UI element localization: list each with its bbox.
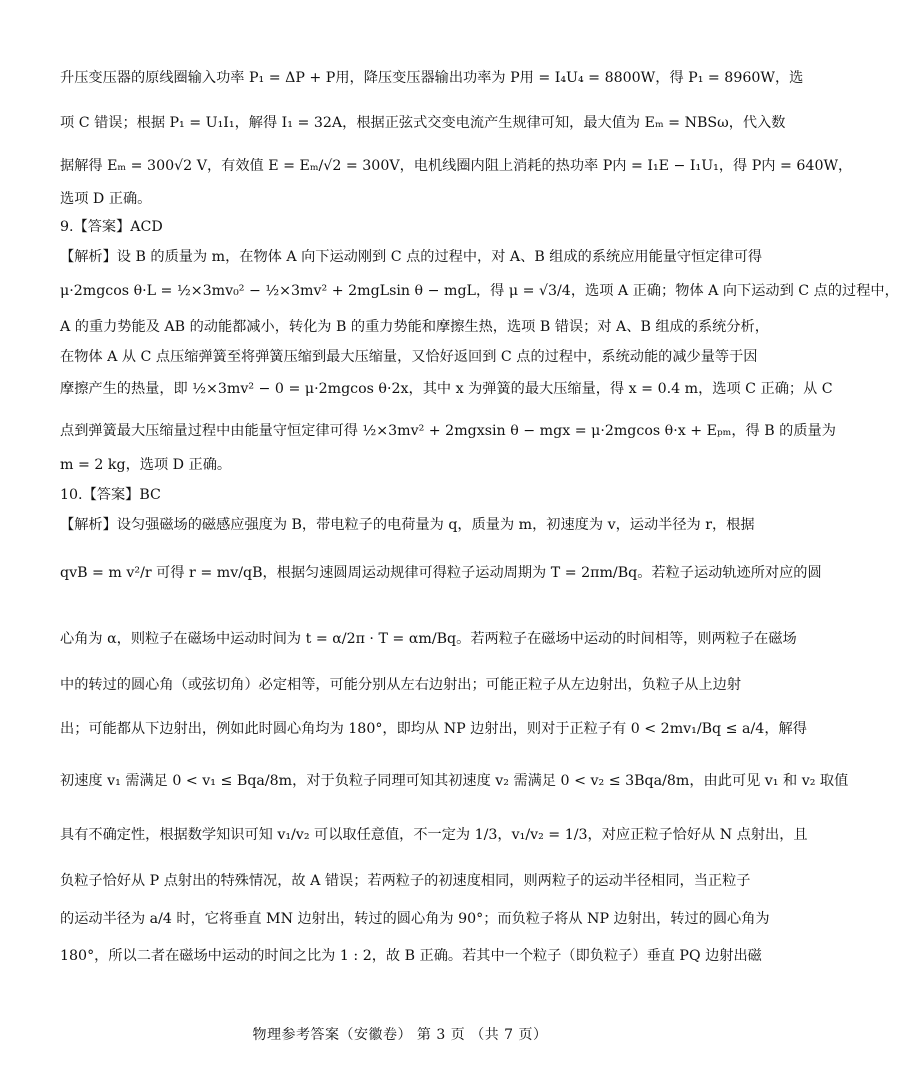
text-line: μ·2mgcos θ·L = ½×3mv₀² − ½×3mv² + 2mgLsin θ − mgL，得 μ = √3/4，选项 A 正确；物体 A 向下运动到 C 点的过程中， bbox=[60, 283, 899, 299]
text-line: 出；可能都从下边射出，例如此时圆心角均为 180°，即均从 NP 边射出，则对于正粒子有 0 < 2mv₁/Bq ≤ a/4，解得 bbox=[60, 721, 807, 737]
text-line: 【解析】设匀强磁场的磁感应强度为 B，带电粒子的电荷量为 q，质量为 m，初速度为 v，运动半径为 r，根据 bbox=[60, 517, 755, 533]
text-line: 的运动半径为 a/4 时，它将垂直 MN 边射出，转过的圆心角为 90°；而负粒子将从 NP 边射出，转过的圆心角为 bbox=[60, 911, 770, 927]
text-line: 负粒子恰好从 P 点射出的特殊情况，故 A 错误；若两粒子的初速度相同，则两粒子的运动半径相同，当正粒子 bbox=[60, 873, 751, 889]
text-line: 具有不确定性，根据数学知识可知 v₁/v₂ 可以取任意值，不一定为 1/3，v₁/v₂ = 1/3，对应正粒子恰好从 N 点射出，且 bbox=[60, 827, 808, 843]
answer-heading-10: 10.【答案】BC bbox=[60, 487, 161, 503]
answer-heading-9: 9.【答案】ACD bbox=[60, 219, 163, 235]
text-line: 心角为 α，则粒子在磁场中运动时间为 t = α/2π · T = αm/Bq。若两粒子在磁场中运动的时间相等，则两粒子在磁场 bbox=[60, 631, 797, 647]
text-line: 【解析】设 B 的质量为 m，在物体 A 向下运动刚到 C 点的过程中，对 A、B 组成的系统应用能量守恒定律可得 bbox=[60, 249, 763, 265]
text-line: 中的转过的圆心角（或弦切角）必定相等，可能分别从左右边射出；可能正粒子从左边射出，负粒子从上边射 bbox=[60, 677, 742, 693]
text-line: 在物体 A 从 C 点压缩弹簧至将弹簧压缩到最大压缩量，又恰好返回到 C 点的过程中，系统动能的减少量等于因 bbox=[60, 349, 758, 365]
text-line: 180°，所以二者在磁场中运动的时间之比为 1 : 2，故 B 正确。若其中一个粒子（即负粒子）垂直 PQ 边射出磁 bbox=[60, 948, 762, 964]
text-line: 升压变压器的原线圈输入功率 P₁ = ΔP + P用，降压变压器输出功率为 P用 = I₄U₄ = 8800W，得 P₁ = 8960W，选 bbox=[60, 70, 804, 86]
text-line: m = 2 kg，选项 D 正确。 bbox=[60, 457, 232, 473]
text-line: qvB = m v²/r 可得 r = mv/qB，根据匀速圆周运动规律可得粒子运动周期为 T = 2πm/Bq。若粒子运动轨迹所对应的圆 bbox=[60, 565, 822, 581]
text-line: 据解得 Eₘ = 300√2 V，有效值 E = Eₘ/√2 = 300V，电机线圈内阻上消耗的热功率 P内 = I₁E − I₁U₁，得 P内 = 640W， bbox=[60, 158, 853, 174]
text-line: 摩擦产生的热量，即 ½×3mv² − 0 = μ·2mgcos θ·2x，其中 x 为弹簧的最大压缩量，得 x = 0.4 m，选项 C 正确；从 C bbox=[60, 381, 833, 397]
text-line: 项 C 错误；根据 P₁ = U₁I₁，解得 I₁ = 32A，根据正弦式交变电流产生规律可知，最大值为 Eₘ = NBSω，代入数 bbox=[60, 115, 786, 131]
text-line: 初速度 v₁ 需满足 0 < v₁ ≤ Bqa/8m，对于负粒子同理可知其初速度 v₂ 需满足 0 < v₂ ≤ 3Bqa/8m，由此可见 v₁ 和 v₂ 取值 bbox=[60, 773, 849, 789]
text-line: 选项 D 正确。 bbox=[60, 191, 152, 207]
text-line: 点到弹簧最大压缩量过程中由能量守恒定律可得 ½×3mv² + 2mgxsin θ − mgx = μ·2mgcos θ·x + Eₚₘ，得 B 的质量为 bbox=[60, 423, 836, 439]
page-footer: 物理参考答案（安徽卷） 第 3 页 （共 7 页） bbox=[252, 1027, 548, 1043]
text-line: A 的重力势能及 AB 的动能都减小，转化为 B 的重力势能和摩擦生热，选项 B 错误；对 A、B 组成的系统分析， bbox=[60, 319, 769, 335]
